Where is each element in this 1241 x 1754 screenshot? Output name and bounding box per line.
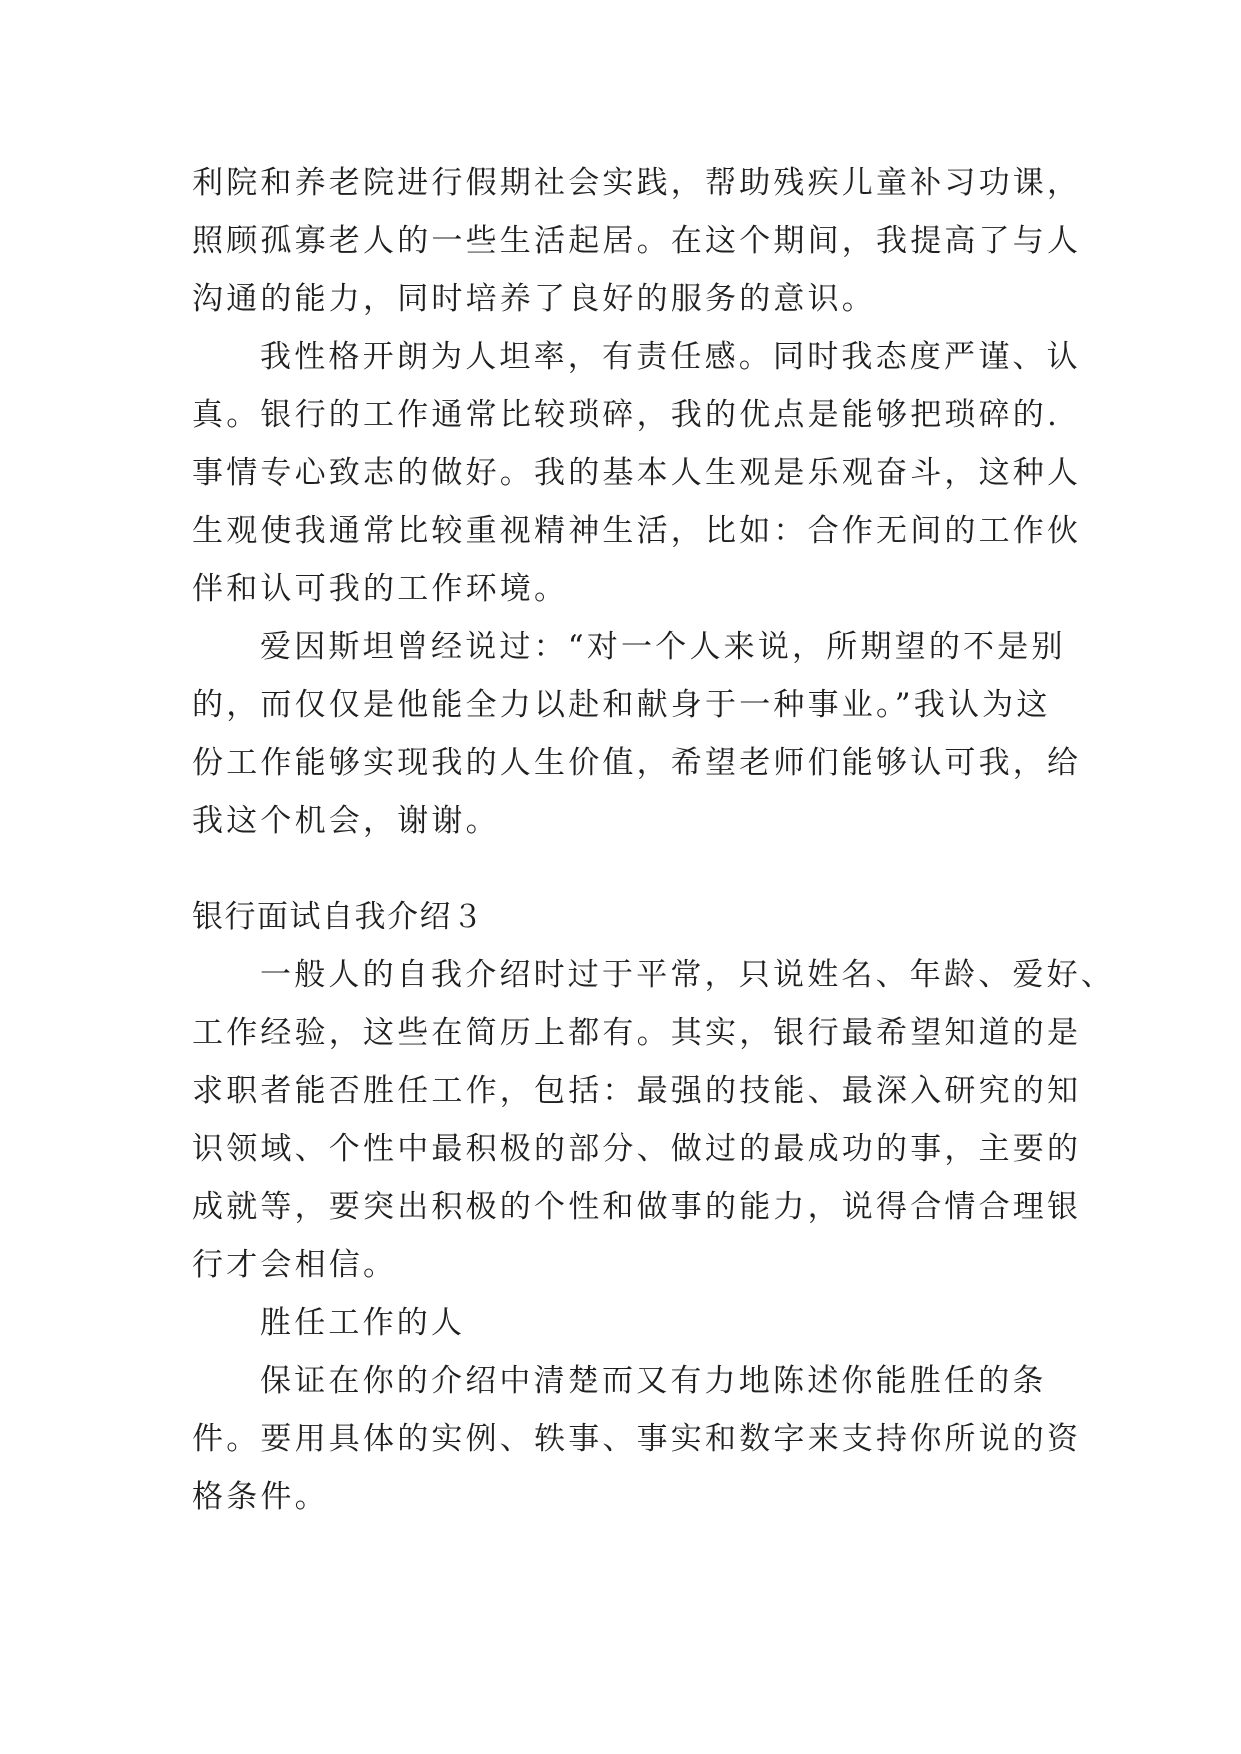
paragraph-line: 利院和养老院进行假期社会实践，帮助残疾儿童补习功课， bbox=[192, 165, 1082, 201]
paragraph-line: 份工作能够实现我的人生价值，希望老师们能够认可我，给 bbox=[192, 745, 1082, 781]
paragraph-line: 事情专心致志的做好。我的基本人生观是乐观奋斗，这种人 bbox=[192, 455, 1082, 491]
section-paragraph-3 bbox=[192, 1352, 1082, 1526]
section-paragraph-2 bbox=[192, 1294, 1062, 1352]
paragraph-3 bbox=[192, 618, 1082, 850]
paragraph-line: 格条件。 bbox=[192, 1479, 329, 1515]
section-heading: 银行面试自我介绍３ bbox=[192, 899, 485, 935]
paragraph-line: 爱因斯坦曾经说过：“对一个人来说，所期望的不是别 bbox=[260, 629, 1066, 665]
paragraph-line: 识领域、个性中最积极的部分、做过的最成功的事，主要的 bbox=[192, 1131, 1082, 1167]
section-paragraph-1 bbox=[192, 946, 1115, 1294]
paragraph-line: 求职者能否胜任工作，包括：最强的技能、最深入研究的知 bbox=[192, 1073, 1082, 1109]
paragraph-line: 我这个机会，谢谢。 bbox=[192, 803, 500, 839]
paragraph-line: 成就等，要突出积极的个性和做事的能力，说得合情合理银 bbox=[192, 1189, 1082, 1225]
paragraph-line: 的，而仅仅是他能全力以赴和献身于一种事业。”我认为这 bbox=[192, 687, 1051, 723]
paragraph-2 bbox=[192, 328, 1082, 618]
paragraph-line: 真。银行的工作通常比较琐碎，我的优点是能够把琐碎的. bbox=[192, 397, 1061, 433]
document-body bbox=[192, 154, 1115, 1526]
paragraph-1 bbox=[192, 154, 1082, 328]
paragraph-line: 伴和认可我的工作环境。 bbox=[192, 571, 569, 607]
paragraph-line: 保证在你的介绍中清楚而又有力地陈述你能胜任的条 bbox=[260, 1363, 1047, 1399]
paragraph-line: 工作经验，这些在简历上都有。其实，银行最希望知道的是 bbox=[192, 1015, 1082, 1051]
paragraph-line: 生观使我通常比较重视精神生活，比如：合作无间的工作伙 bbox=[192, 513, 1082, 549]
paragraph-line: 我性格开朗为人坦率，有责任感。同时我态度严谨、认 bbox=[260, 339, 1081, 375]
paragraph-line: 沟通的能力，同时培养了良好的服务的意识。 bbox=[192, 281, 876, 317]
paragraph-line: 行才会相信。 bbox=[192, 1247, 398, 1283]
paragraph-line: 胜任工作的人 bbox=[260, 1305, 466, 1341]
paragraph-line: 一般人的自我介绍时过于平常，只说姓名、年龄、爱好、 bbox=[260, 957, 1115, 993]
paragraph-line: 件。要用具体的实例、轶事、事实和数字来支持你所说的资 bbox=[192, 1421, 1082, 1457]
paragraph-line: 照顾孤寡老人的一些生活起居。在这个期间，我提高了与人 bbox=[192, 223, 1082, 259]
